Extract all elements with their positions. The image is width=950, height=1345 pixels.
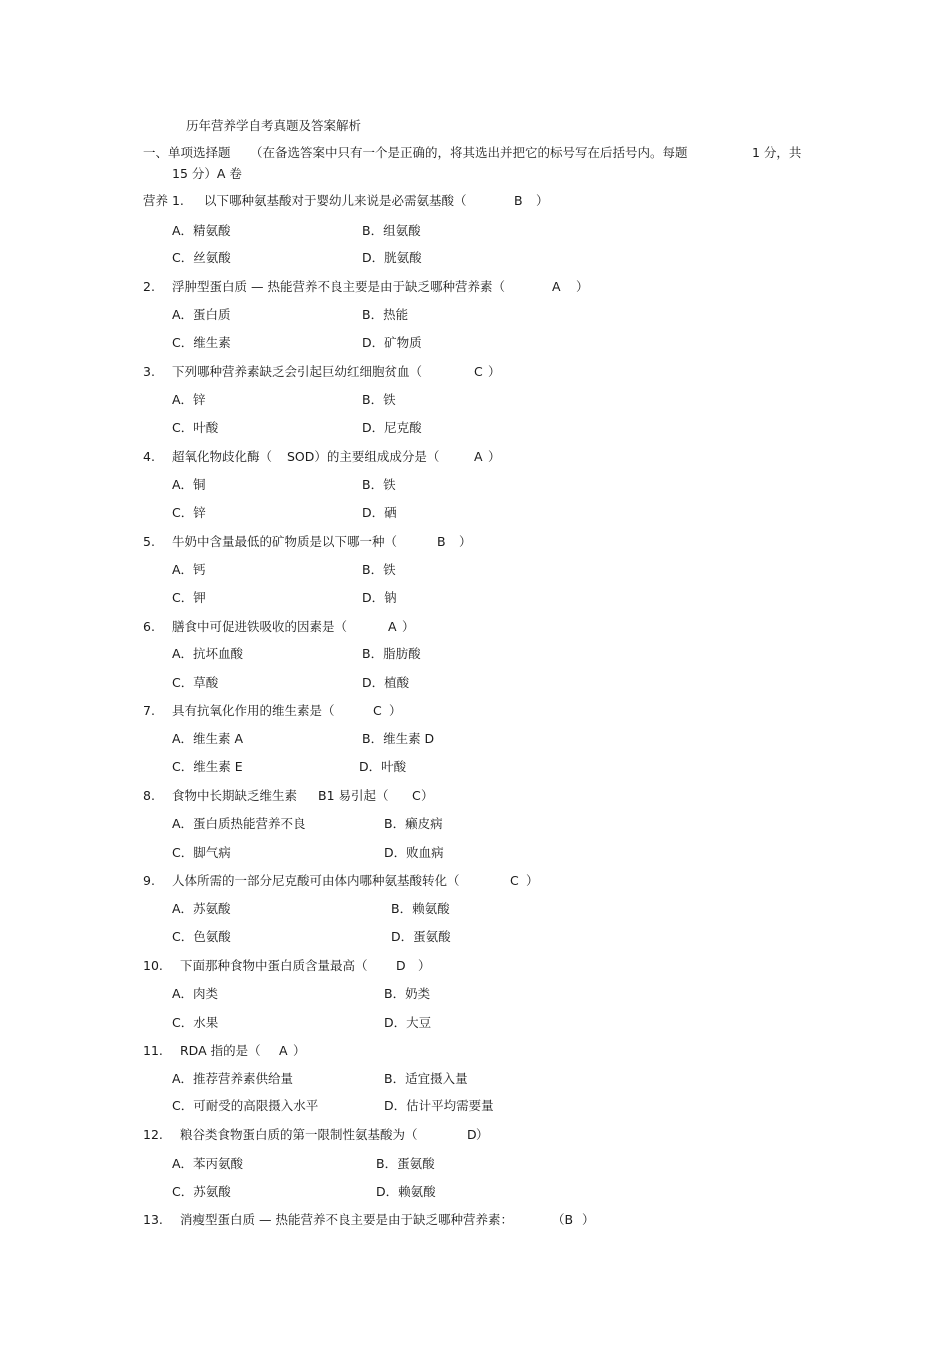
question-text: 膳食中可促进铁吸收的因素是（ [172, 619, 348, 634]
option-a: A．维生素 A [172, 731, 244, 746]
question-text: 超氧化物歧化酶（ [172, 449, 273, 464]
question-close-paren: ） [536, 193, 549, 208]
option-d: D．蛋氨酸 [391, 929, 451, 944]
question-close-paren: ） [488, 449, 501, 464]
question-number: 5. [143, 534, 155, 549]
question-text: 粮谷类食物蛋白质的第一限制性氨基酸为（ [180, 1127, 418, 1142]
question-text: 下面那种食物中蛋白质含量最高（ [180, 958, 368, 973]
question-text-cont: SOD）的主要组成成分是（ [287, 449, 440, 464]
question-number: 9. [143, 873, 155, 888]
question-answer: C [474, 364, 483, 379]
option-d: D．败血病 [384, 845, 444, 860]
option-d: D．硒 [362, 505, 397, 520]
question-text: 浮肿型蛋白质 — 热能营养不良主要是由于缺乏哪种营养素（ [172, 279, 505, 294]
question-number: 7. [143, 703, 155, 718]
question-close-paren: ） [476, 1127, 489, 1142]
option-c: C．丝氨酸 [172, 250, 231, 265]
question-text-cont: B1 易引起（ [318, 788, 389, 803]
option-d: D．估计平均需要量 [384, 1098, 494, 1113]
option-b: B．铁 [362, 477, 396, 492]
question-answer: A [388, 619, 397, 634]
option-c: C．苏氨酸 [172, 1184, 231, 1199]
option-b: B．维生素 D [362, 731, 435, 746]
option-b: B．脂肪酸 [362, 646, 421, 661]
question-text: RDA 指的是（ [180, 1043, 261, 1058]
option-b: B．铁 [362, 562, 396, 577]
option-d: D．钠 [362, 590, 397, 605]
option-b: B．适宜摄入量 [384, 1071, 468, 1086]
question-number: 8. [143, 788, 155, 803]
option-c: C．钾 [172, 590, 206, 605]
option-d: D．植酸 [362, 675, 410, 690]
option-d: D．胱氨酸 [362, 250, 422, 265]
question-close-paren: ） [418, 958, 431, 973]
option-d: D．叶酸 [359, 759, 407, 774]
question-close-paren: ） [402, 619, 415, 634]
question-text: 下列哪种营养素缺乏会引起巨幼红细胞贫血（ [172, 364, 423, 379]
option-c: C．锌 [172, 505, 206, 520]
option-d: D．赖氨酸 [376, 1184, 436, 1199]
option-b: B．蛋氨酸 [376, 1156, 435, 1171]
option-a: A．精氨酸 [172, 223, 231, 238]
question-number: 13. [143, 1212, 163, 1227]
question-close-paren: ） [389, 703, 402, 718]
question-number: 3. [143, 364, 155, 379]
question-number: 11. [143, 1043, 163, 1058]
question-number: 10. [143, 958, 163, 973]
option-c: C．叶酸 [172, 420, 219, 435]
option-a: A．肉类 [172, 986, 219, 1001]
question-close-paren: ） [526, 873, 539, 888]
question-answer: B [514, 193, 523, 208]
question-text: 牛奶中含量最低的矿物质是以下哪一种（ [172, 534, 398, 549]
option-c: C．色氨酸 [172, 929, 231, 944]
option-a: A．钙 [172, 562, 206, 577]
question-close-paren: ） [293, 1043, 306, 1058]
question-text: 以下哪种氨基酸对于婴幼儿来说是必需氨基酸（ [204, 193, 467, 208]
question-number: 6. [143, 619, 155, 634]
question-text: 食物中长期缺乏维生素 [172, 788, 298, 803]
option-b: B．赖氨酸 [391, 901, 450, 916]
question-number: 12. [143, 1127, 163, 1142]
option-a: A．推荐营养素供给量 [172, 1071, 294, 1086]
question-number: 营养 1. [143, 193, 184, 208]
question-answer: A [279, 1043, 288, 1058]
question-close-paren: ） [576, 279, 589, 294]
option-a: A．蛋白质热能营养不良 [172, 816, 306, 831]
option-c: C．可耐受的高限摄入水平 [172, 1098, 319, 1113]
option-c: C．草酸 [172, 675, 219, 690]
question-text: 具有抗氧化作用的维生素是（ [172, 703, 335, 718]
document-title: 历年营养学自考真题及答案解析 [186, 118, 362, 133]
option-a: A．抗坏血酸 [172, 646, 244, 661]
option-d: D．矿物质 [362, 335, 422, 350]
option-d: D．尼克酸 [362, 420, 422, 435]
option-c: C．水果 [172, 1015, 219, 1030]
question-text: 人体所需的一部分尼克酸可由体内哪种氨基酸转化（ [172, 873, 460, 888]
option-b: B．组氨酸 [362, 223, 421, 238]
option-a: A．苏氨酸 [172, 901, 231, 916]
question-answer: D [467, 1127, 477, 1142]
section-heading-label: 一、单项选择题 [143, 145, 231, 160]
option-b: B．奶类 [384, 986, 431, 1001]
option-b: B．热能 [362, 307, 409, 322]
question-close-paren: ） [421, 788, 434, 803]
option-b: B．铁 [362, 392, 396, 407]
question-answer: C [510, 873, 519, 888]
option-b: B．癞皮病 [384, 816, 443, 831]
option-a: A．锌 [172, 392, 206, 407]
option-c: C．脚气病 [172, 845, 231, 860]
option-a: A．铜 [172, 477, 206, 492]
question-answer: C [412, 788, 421, 803]
question-close-paren: ） [488, 364, 501, 379]
section-heading-score: 1 分，共 [752, 145, 802, 160]
question-close-paren: ） [459, 534, 472, 549]
option-c: C．维生素 [172, 335, 231, 350]
question-answer: D [396, 958, 406, 973]
question-number: 4. [143, 449, 155, 464]
option-a: A．苯丙氨酸 [172, 1156, 244, 1171]
section-heading-total: 15 分）A 卷 [172, 166, 242, 181]
question-answer: C [373, 703, 382, 718]
question-close-paren: ） [582, 1212, 595, 1227]
question-answer: A [552, 279, 561, 294]
question-answer: B [437, 534, 446, 549]
option-a: A．蛋白质 [172, 307, 231, 322]
question-number: 2. [143, 279, 155, 294]
question-text: 消瘦型蛋白质 — 热能营养不良主要是由于缺乏哪种营养素： [180, 1212, 513, 1227]
question-answer: （B [552, 1212, 574, 1227]
question-answer: A [474, 449, 483, 464]
option-c: C．维生素 E [172, 759, 243, 774]
section-heading-instruction: （在备选答案中只有一个是正确的，将其选出并把它的标号写在后括号内。每题 [250, 145, 688, 160]
option-d: D．大豆 [384, 1015, 432, 1030]
